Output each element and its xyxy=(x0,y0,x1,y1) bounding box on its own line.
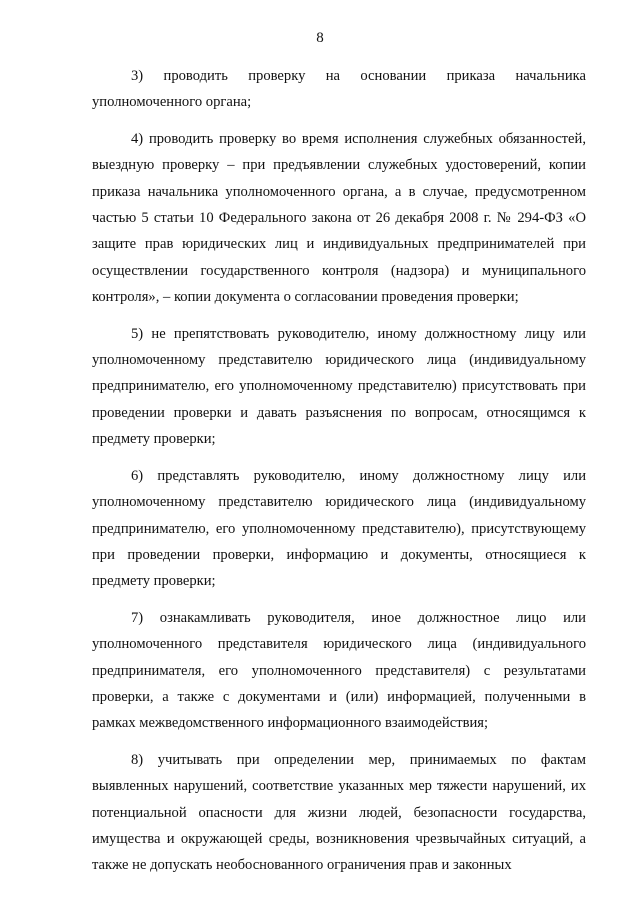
paragraph-item-6: 6) представлять руководителю, иному должностному лицу или уполномоченному представителю юридического лица (индивидуальному предпринимателю, его уполномоченному представителю), присутствующему при проведении проверки, информацию и документы, относящиеся к предмету проверки; xyxy=(92,467,586,590)
paragraph-item-4: 4) проводить проверку во время исполнения служебных обязанностей, выездную проверку – при предъявлении служебных удостоверений, копии приказа начальника уполномоченного органа, а в случае, предусмотренном частью 5 статьи 10 Федерального закона от 26 декабря 2008 г. № 294-ФЗ «О защите прав юридических лиц и индивидуальных предпринимателей при осуществлении государственного контроля (надзора) и муниципального контроля», – копии документа о согласовании проведения проверки; xyxy=(92,130,586,306)
paragraph-item-8: 8) учитывать при определении мер, принимаемых по фактам выявленных нарушений, соответствие указанных мер тяжести нарушений, их потенциальной опасности для жизни людей, безопасности государства, имущества и окружающей среды, возникновения чрезвычайных ситуаций, а также не допускать необоснованного ограничения прав и законных xyxy=(92,751,586,874)
paragraph-item-5: 5) не препятствовать руководителю, иному должностному лицу или уполномоченному представителю юридического лица (индивидуальному предпринимателю, его уполномоченному представителю) присутствовать при проведении проверки и давать разъяснения по вопросам, относящимся к предмету проверки; xyxy=(92,325,586,448)
paragraph-item-7: 7) ознакамливать руководителя, иное должностное лицо или уполномоченного представителя юридического лица (индивидуального предпринимателя, его уполномоченного представителя) с результатами проверки, а также с документами и (или) информацией, полученными в рамках межведомственного информационного взаимодействия; xyxy=(92,609,586,732)
document-body xyxy=(92,63,586,889)
paragraph-item-3: 3) проводить проверку на основании приказа начальника уполномоченного органа; xyxy=(92,68,586,111)
page-number: 8 xyxy=(316,30,324,46)
